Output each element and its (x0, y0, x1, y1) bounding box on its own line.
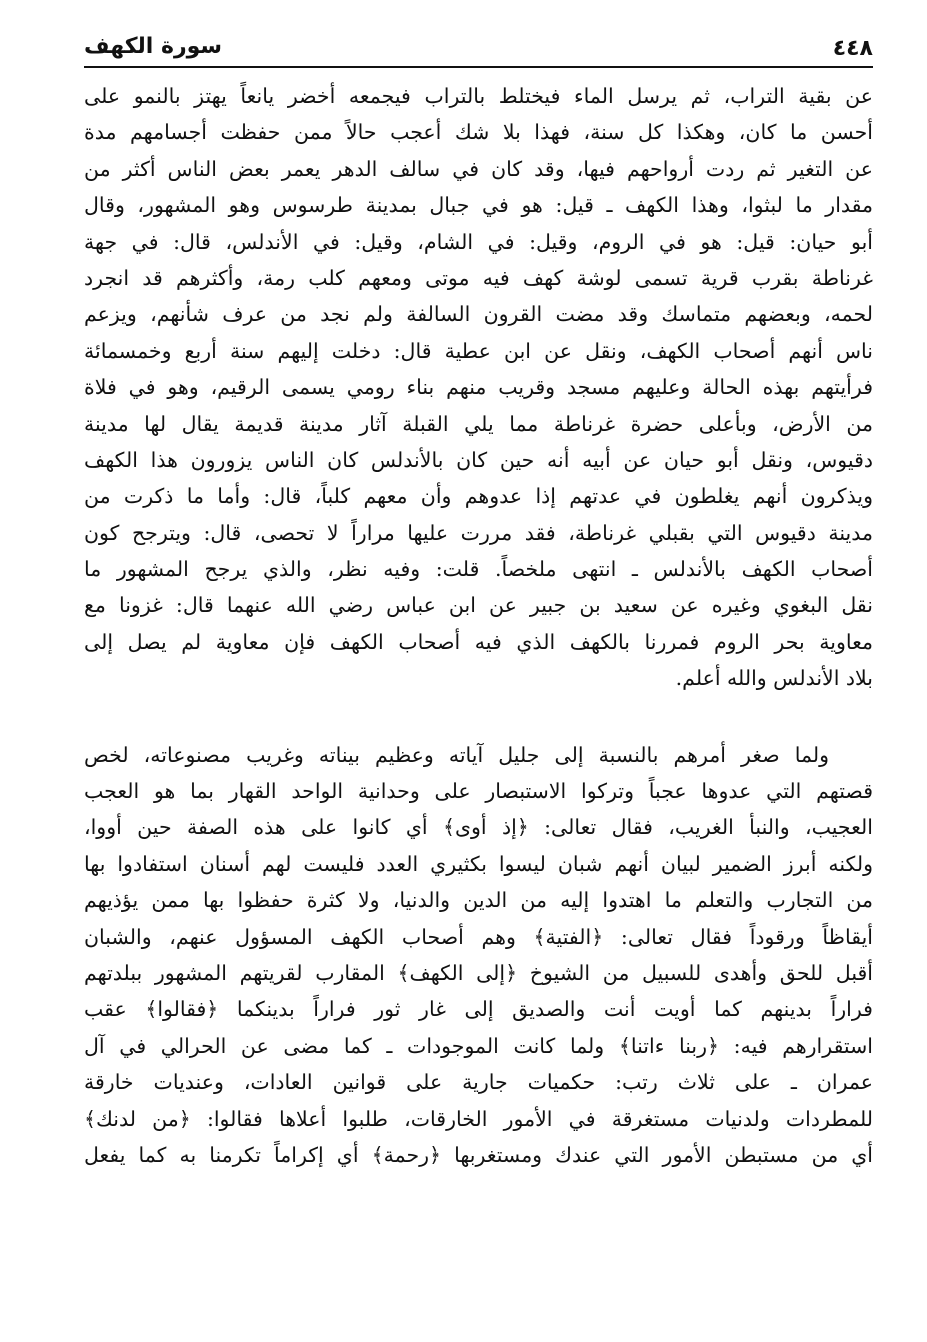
text-line: أيقاظاً ورقوداً فقال تعالى: ﴿الفتية﴾ وهم أصحاب الكهف المسؤول عنهم، والشبان (84, 924, 873, 949)
text-line: فرأيتهم بهذه الحالة وعليهم مسجد وقريب منهم بناء رومي يسمى الرقيم، وهو في فلاة (84, 375, 873, 400)
text-line: مدينة دقيوس التي بقبلي غرناطة، فقد مررت عليها مراراً لا تحصى، قال: ويترجح كون (84, 520, 873, 545)
text-line: عن التغير ثم ردت أرواحهم فيها، وقد كان في سالف الدهر يعمر بعض الناس أكثر من (84, 156, 873, 181)
text-line: مقدار ما لبثوا، وهذا الكهف ـ قيل: هو في جبال بمدينة طرسوس وهو المشهور، وقال (84, 193, 873, 218)
running-title: سورة الكهف (84, 34, 223, 59)
text-line: دقيوس، ونقل أبو حيان عن أبيه أنه حين كان بالأندلس كان الناس يزورون هذا الكهف (84, 447, 873, 472)
text-line: أقبل للحق وأهدى للسبيل من الشيوخ ﴿إلى الكهف﴾ المقارب لقريتهم المشهور ببلدتهم (84, 960, 873, 985)
text-line: ولكنه أبرز الضمير لبيان أنهم شبان ليسوا بكثيري العدد فليست لهم أسنان استفادوا بها (84, 851, 873, 876)
text-line: فراراً بدينهم كما أويت أنت والصديق إلى غار ثور فراراً بدينكما ﴿فقالوا﴾ عقب (84, 997, 873, 1022)
text-line: استقرارهم فيه: ﴿ربنا ءاتنا﴾ ولما كانت الموجودات ـ كما مضى عن الحرالي في آل (84, 1033, 873, 1058)
text-line: من الأرض، وبأعلى حضرة غرناطة مما يلي القبلة آثار مدينة قديمة يقال لها مدينة (84, 411, 873, 436)
text-line: أبو حيان: قيل: هو في الروم، وقيل: في الشام، وقيل: في الأندلس، قال: في جهة (84, 229, 873, 254)
page-header (84, 30, 873, 68)
text-line-last: بلاد الأندلس والله أعلم. (675, 666, 873, 691)
text-line-first: ولما صغر أمرهم بالنسبة إلى جليل آياته وعظيم بيناته وغريب مصنوعاته، لخص (84, 742, 829, 767)
text-line: عن بقية التراب، ثم يرسل الماء فيختلط بالتراب فيجمعه أخضر يانعاً يهتز بالنمو على (84, 84, 873, 108)
body-text (84, 78, 873, 1173)
text-line: من التجارب والتعلم ما اهتدوا إليه من الدين والدنيا، ولا كثرة حفظوا بها ممن يؤذيهم (84, 888, 873, 913)
text-line: قصتهم التي عدوها عجباً وتركوا الاستبصار على وحدانية الواحد القهار بما هو العجب (84, 779, 873, 804)
text-line: أصحاب الكهف بالأندلس ـ انتهى ملخصاً. قلت: وفيه نظر، والذي يرجح المشهور ما (84, 557, 873, 582)
text-line: نقل البغوي وغيره عن سعيد بن جبير عن ابن عباس رضي الله عنهما قال: غزونا مع (84, 593, 873, 618)
text-line: للمطردات ولدنيات مستغرقة في الأمور الخارقات، طلبوا أعلاها فقالوا: ﴿من لدنك﴾ (84, 1106, 873, 1131)
text-line: العجيب، والنبأ الغريب، فقال تعالى: ﴿إذ أوى﴾ أي كانوا على هذه الصفة حين أووا، (84, 815, 873, 840)
page-number: ٤٤٨ (832, 36, 873, 61)
text-line: معاوية بحر الروم فمررنا بالكهف الذي فيه أصحاب الكهف فإن معاوية لم يصل إلى (84, 629, 873, 654)
text-line: ناس أنهم أصحاب الكهف، ونقل عن ابن عطية قال: دخلت إليهم سنة أربع وخمسمائة (84, 338, 873, 363)
paragraph-2 (84, 737, 873, 1174)
text-line: لحمه، وبعضهم متماسك وقد مضت القرون السالفة ولم نجد من عرف شأنهم، ويزعم (84, 302, 873, 327)
paragraph-1 (84, 78, 873, 697)
paragraph-gap (84, 697, 873, 737)
text-line: أحسن ما كان، وهكذا كل سنة، فهذا بلا شك أعجب حالاً ممن حفظت أجسامهم مدة (84, 120, 873, 145)
text-line: ويذكرون أنهم يغلطون في عدتهم إذا عدوهم وأن معهم كلباً، قال: وأما ما ذكرت من (84, 484, 873, 509)
text-line: عمران ـ على ثلاث رتب: حكميات جارية على قوانين العادات، وعنديات خارقة (84, 1070, 873, 1095)
text-line: غرناطة بقرب قرية تسمى لوشة كهف فيه موتى ومعهم كلب رمة، وأكثرهم قد انجرد (84, 265, 873, 290)
text-line: أي من مستبطن الأمور التي عندك ومستغربها ﴿رحمة﴾ أي إكراماً تكرمنا به كما يفعل (84, 1142, 873, 1167)
